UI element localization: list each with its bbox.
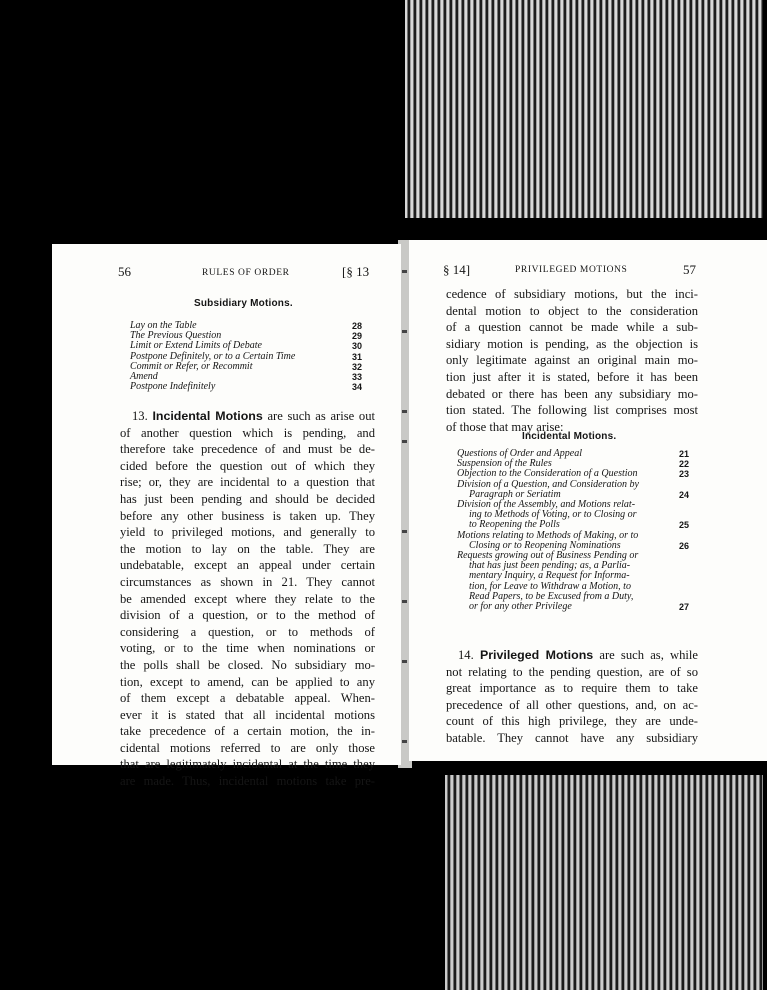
toc-ref: 21 <box>678 449 689 459</box>
paragraph-13-line: only legitimate against an original main mo- <box>446 353 698 368</box>
paragraph-14-line: are such as, while <box>599 648 699 662</box>
paragraph-13-line: of a question cannot be made while a sub- <box>446 320 698 335</box>
section-mark-right: § 14] <box>443 262 471 277</box>
toc-ref: 33 <box>351 372 362 383</box>
toc-label: Questions of Order and Appeal <box>457 448 582 459</box>
paragraph-13 <box>120 408 375 790</box>
paragraph-14-line: not relating to the pending question, are of so <box>446 664 698 679</box>
running-title-left: RULES OF ORDER <box>202 268 290 278</box>
scan-artifact-bottom-right <box>445 775 763 990</box>
toc-label: Suspension of the Rules <box>457 458 552 470</box>
paragraph-13-line: tion, except to amend, can be applied to any <box>120 674 375 689</box>
toc-ref: 23 <box>678 469 689 480</box>
left-page <box>52 244 401 789</box>
paragraph-13-line: division of a question, or to the method of <box>120 608 375 623</box>
toc-ref: 32 <box>351 361 362 372</box>
toc-label: Postpone Definitely, or to a Certain Time <box>130 350 296 362</box>
paragraph-14 <box>446 647 698 747</box>
toc-label: Requests growing out of Business Pending or <box>457 550 639 562</box>
paragraph-13-line: of another question which is pending, and <box>120 425 375 440</box>
running-title-right: PRIVILEGED MOTIONS <box>515 265 628 275</box>
toc-label: Amend <box>130 371 158 383</box>
paragraph-13-line: cided before the question out of which they <box>120 458 375 473</box>
toc-label: to Reopening the Polls <box>469 519 560 531</box>
toc-ref: 27 <box>678 602 689 613</box>
paragraph-13-line: of those that may arise: <box>446 419 564 434</box>
paragraph-13-line: ever it is stated that all incidental motions <box>120 707 375 722</box>
paragraph-13-line: circumstances as shown in 21. They cannot <box>120 574 375 589</box>
toc-label: Commit or Refer, or Recommit <box>130 360 253 372</box>
page-number-left: 56 <box>118 264 131 279</box>
page-number-right: 57 <box>683 262 696 277</box>
toc-label: Objection to the Consideration of a Question <box>457 468 638 480</box>
toc-ref: 26 <box>678 540 689 551</box>
paragraph-13-continued <box>446 286 698 435</box>
paragraph-13-line: dental motion to object to the consideration <box>446 303 698 318</box>
paragraph-13-line: undebatable, except an appeal under certain <box>120 558 375 573</box>
paragraph-13-line: therefore take precedence of and must be de- <box>120 442 375 457</box>
paragraph-13-line: yield to privileged motions, and generally to <box>120 525 375 540</box>
incidental-motions-list <box>457 449 689 612</box>
toc-label: Motions relating to Methods of Making, or to <box>457 529 639 541</box>
toc-label: Paragraph or Seriatim <box>469 488 561 500</box>
paragraph-14-number: 14. <box>458 648 474 662</box>
paragraph-13-number: 13. <box>132 409 148 423</box>
scan-artifact-top-right <box>405 0 763 218</box>
toc-label: mentary Inquiry, a Request for Informa- <box>469 570 630 582</box>
paragraph-13-line: of them except a debatable appeal. When- <box>120 691 375 706</box>
paragraph-14-lead: Privileged Motions <box>479 648 594 662</box>
paragraph-13-line: voting, or to the time when nominations or <box>120 641 375 656</box>
paragraph-13-line: are such as arise out <box>267 409 375 423</box>
subsidiary-motions-list <box>130 321 362 392</box>
toc-ref: 28 <box>351 321 362 331</box>
toc-label: ing to Methods of Voting, or to Closing or <box>469 509 637 521</box>
paragraph-13-line: considering a question, or to methods of <box>120 624 375 639</box>
paragraph-13-line: rise; or, they are incidental to a question that <box>120 475 375 490</box>
toc-label: Lay on the Table <box>130 320 197 331</box>
paragraph-13-line: cedence of subsidiary motions, but the inci- <box>446 287 698 301</box>
paragraph-14-line: batable. They cannot have any subsidiary <box>446 730 698 745</box>
paragraph-13-line: that are legitimately incidental at the time they <box>120 757 375 772</box>
paragraph-13-line: the motion to lay on the table. They are <box>120 541 375 556</box>
toc-label: Closing or to Reopening Nominations <box>469 539 621 551</box>
toc-row <box>457 602 689 612</box>
toc-ref: 34 <box>351 382 362 393</box>
toc-label: Read Papers, to be Excused from a Duty, <box>469 590 634 602</box>
toc-label: Limit or Extend Limits of Debate <box>130 340 262 352</box>
toc-ref: 31 <box>351 351 362 362</box>
paragraph-13-lead: Incidental Motions <box>152 409 263 423</box>
toc-label: that has just been pending; as, a Parlia- <box>469 560 631 572</box>
section-mark-left: [§ 13 <box>342 264 370 279</box>
paragraph-14-line: count of this high privilege, they are unde- <box>446 714 698 729</box>
toc-label: Division of a Question, and Consideration by <box>457 478 639 490</box>
toc-row <box>130 382 362 392</box>
paragraph-13-line: has just been pending and should be decided <box>120 491 375 506</box>
toc-ref: 29 <box>351 331 362 342</box>
paragraph-13-line: be amended except where they relate to the <box>120 591 375 606</box>
right-page <box>409 240 767 761</box>
toc-label: Postpone Indefinitely <box>130 381 216 393</box>
paragraph-13-line: debated or there has been any subsidiary mo- <box>446 386 698 401</box>
paragraph-13-first-line <box>120 408 375 425</box>
paragraph-13-line: the polls shall be closed. No subsidiary mo- <box>120 657 375 672</box>
incidental-motions-title: Incidental Motions. <box>522 431 617 442</box>
paragraph-13-line: tion stated. The following list comprises most <box>446 403 698 418</box>
paragraph-13-line: cidental motions referred to are only those <box>120 740 375 755</box>
subsidiary-motions-title: Subsidiary Motions. <box>194 298 293 309</box>
toc-label: tion, for Leave to Withdraw a Motion, to <box>469 580 631 592</box>
toc-label: or for any other Privilege <box>469 601 572 613</box>
paragraph-13-line: are made. Thus, incidental motions take pre- <box>120 774 375 789</box>
toc-ref: 24 <box>678 489 689 500</box>
paragraph-14-line: precedence of all other questions, and, on ac- <box>446 697 698 712</box>
paragraph-13-line: before any other business is taken up. They <box>120 508 375 523</box>
toc-ref: 30 <box>351 341 362 352</box>
paragraph-13-line: take precedence of a certain motion, the in- <box>120 724 375 739</box>
paragraph-13-line: tion just after it is stated, before it has been <box>446 369 698 384</box>
toc-label: The Previous Question <box>130 330 222 342</box>
toc-ref: 25 <box>678 520 689 531</box>
toc-row <box>130 362 362 372</box>
paragraph-14-first-line <box>446 647 698 664</box>
toc-label: Division of the Assembly, and Motions relat- <box>457 499 636 511</box>
paragraph-13-line: sidiary motion is pending, as the objection is <box>446 336 698 351</box>
paragraph-14-line: great importance as to require them to take <box>446 681 698 696</box>
toc-ref: 22 <box>678 459 689 470</box>
